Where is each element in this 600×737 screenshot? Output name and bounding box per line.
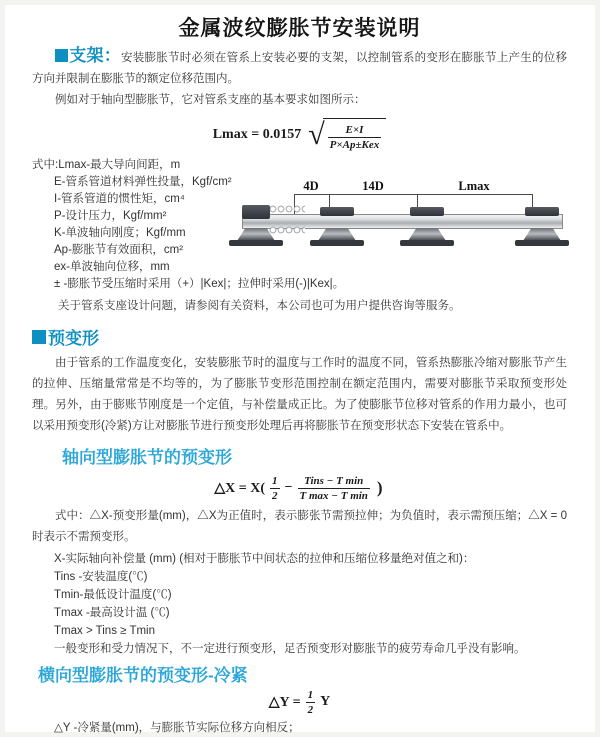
axial-definitions xyxy=(32,550,567,658)
definition-row: Tmin-最低设计温度(℃) xyxy=(54,589,172,601)
definition-row: K-单波轴向刚度；Kgf/mm xyxy=(54,227,186,239)
support-cap xyxy=(525,207,559,216)
support-intro-paragraph xyxy=(32,45,567,90)
sqrt-body xyxy=(323,118,387,152)
page-title: 金属波纹膨胀节安装说明 xyxy=(178,17,421,40)
temp-fraction-numerator: Tins − T min xyxy=(304,474,364,487)
definition-row: ex-单波轴向位移，mm xyxy=(54,261,170,273)
bellows-coil-icon xyxy=(269,225,305,235)
axial-explanation-paragraph: 式中：△X-预变形量(mm)，△X为正值时，表示膨张节需预拉伸；为负值时，表示需预压缩；△X = 0时表示不需预变形。 xyxy=(32,510,567,543)
definition-row: Tmax -最高设计温 (℃) xyxy=(54,607,170,619)
support-base xyxy=(310,240,364,246)
square-root-symbol: √ xyxy=(308,118,325,151)
definition-row: Tins -安装温度(℃) xyxy=(54,571,148,583)
predeform-paragraph: 由于管系的工作温度变化，安装膨胀节时的温度与工作时的温度不同，管系热膨胀冷缩对膨胀节产生的拉伸、压缩量常常是不均等的，为了膨胀节变形范围控制在额定范围内，需要对膨胀节采取预变形处理。另外，由于膨账节刚度是一个定值，与补偿量成正比。为了使膨胀节位移对管系的作用力最小，也可以采用预变形(冷紧)方让对膨胀节进行预变形处理后再将膨胀节在预变形状态下安装在管系中。 xyxy=(32,357,567,432)
lmax-formula-lhs: Lmax = 0.0157 xyxy=(212,127,302,142)
lateral-definition-line: △Y -冷紧量(mm)，与膨胀节实际位移方向相反； xyxy=(54,722,300,734)
dimension-label-lmax: Lmax xyxy=(458,179,490,193)
support-cap xyxy=(410,207,444,216)
support-cap xyxy=(242,205,270,219)
definition-row: I-管系管道的惯性矩，cm⁴ xyxy=(54,193,185,205)
definition-note-row: 关于管系支座设计问题，请参阅有关资料，本公司也可为用户提供咨询等服务。 xyxy=(58,300,461,312)
dimension-label-14d: 14D xyxy=(362,179,384,193)
definition-row: Ap-膨胀节有效面积，cm² xyxy=(54,244,184,256)
axial-formula-lhs: △X = X( xyxy=(214,480,266,496)
dimension-label-4d: 4D xyxy=(303,179,319,193)
axial-subheading: 轴向型膨胀节的预变形 xyxy=(62,448,232,467)
one-half-fraction xyxy=(306,688,316,717)
lateral-subheading: 横向型膨胀节的预变形-冷紧 xyxy=(38,666,248,685)
lmax-fraction-numerator: E×I xyxy=(345,124,364,136)
definition-row: X-实际轴向补偿量 (mm) (相对于膨胀节中间状态的拉伸和压缩位移量绝对值之和)： xyxy=(54,553,475,565)
definition-row: 一般变形和受力情况下，不一定进行预变形，足否预变形对膨胀节的疲劳寿命几乎没有影响。 xyxy=(54,643,526,655)
definition-row: P-设计压力，Kgf/mm² xyxy=(54,210,167,222)
document-page xyxy=(5,12,595,735)
blue-square-icon xyxy=(32,330,46,344)
support-base xyxy=(515,240,569,246)
temperature-fraction xyxy=(298,474,370,503)
support-cap xyxy=(320,207,354,216)
lateral-formula-rhs: Y xyxy=(320,694,331,709)
half-numerator: 1 xyxy=(272,474,278,487)
right-paren: ) xyxy=(376,478,383,497)
predeform-heading-text: 预变形 xyxy=(48,329,99,348)
bellows-coil-icon xyxy=(269,204,305,214)
temp-fraction-denominator: T max − T min xyxy=(299,489,368,502)
support-heading-colon: ： xyxy=(103,46,121,65)
support-base xyxy=(400,240,454,246)
definition-row: E-管系管道材料弹性投量，Kgf/cm² xyxy=(54,176,232,188)
support-intro-text: 安装膨胀节时必须在管系上安装必要的支架，以控制管系的变形在膨胀节上产生的位移方向并限制在膨胀节的额定位移范围内。 xyxy=(32,52,568,85)
predeform-section-heading xyxy=(32,324,567,349)
support-example-paragraph: 例如对于轴向型膨胀节，它对管系支座的基本要求如图所示： xyxy=(55,94,366,106)
lmax-fraction xyxy=(328,123,382,152)
half-denominator: 2 xyxy=(272,489,278,502)
lateral-formula-lhs: △Y = xyxy=(268,694,301,710)
definition-row: ± -膨胀节受压缩时采用（+）|Kex|；拉伸时采用(-)|Kex|。 xyxy=(54,278,345,290)
definition-row: 式中:Lmax-最大导向间距，m xyxy=(32,159,181,171)
support-section-heading xyxy=(55,46,121,65)
lmax-fraction-denominator: P×Ap±Kex xyxy=(329,139,380,151)
lateral-predeform-formula xyxy=(32,688,567,716)
axial-predeform-formula xyxy=(32,472,567,504)
support-base xyxy=(229,240,283,246)
half-denominator: 2 xyxy=(307,703,314,716)
half-numerator: 1 xyxy=(307,688,314,701)
blue-square-icon xyxy=(55,49,68,62)
one-half-fraction xyxy=(270,474,280,503)
pipe-support-diagram xyxy=(242,181,580,253)
support-heading-text: 支架 xyxy=(69,46,104,65)
definitions-area xyxy=(32,157,567,315)
definition-row: Tmax > Tins ≥ Tmin xyxy=(54,625,155,637)
lmax-formula xyxy=(32,117,567,153)
minus-operator: − xyxy=(284,480,293,495)
